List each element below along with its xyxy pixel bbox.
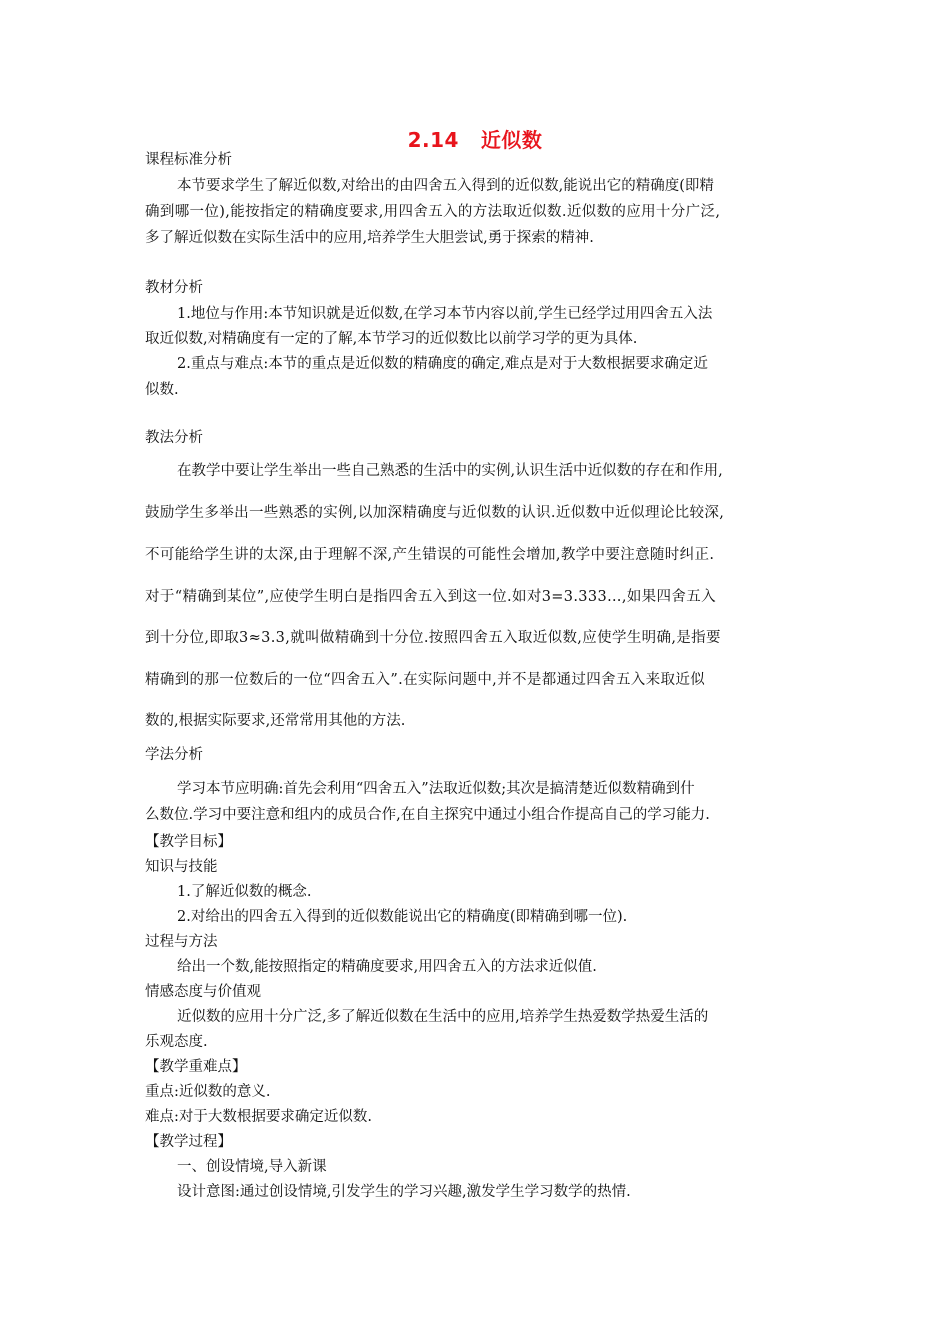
page-title xyxy=(0,124,950,153)
process-method-line: 给出一个数,能按照指定的精确度要求,用四舍五入的方法求近似值. xyxy=(177,959,597,975)
design-intent: 设计意图:通过创设情境,引发学生的学习兴趣,激发学生学习数学的热情. xyxy=(177,1184,631,1200)
teaching-method-heading: 教法分析 xyxy=(145,430,203,446)
knowledge-line: 2.对给出的四舍五入得到的近似数能说出它的精确度(即精确到哪一位). xyxy=(177,909,628,925)
learning-method-heading: 学法分析 xyxy=(145,747,203,763)
teaching-method-line: 不可能给学生讲的太深,由于理解不深,产生错误的可能性会增加,教学中要注意随时纠正. xyxy=(145,547,715,563)
learning-method-line: 么数位.学习中要注意和组内的成员合作,在自主探究中通过小组合作提高自己的学习能力. xyxy=(145,807,710,823)
title-text: 近似数 xyxy=(480,128,543,152)
process-method-heading: 过程与方法 xyxy=(145,934,218,950)
knowledge-line: 1.了解近似数的概念. xyxy=(177,884,312,900)
teaching-method-line: 鼓励学生多举出一些熟悉的实例,以加深精确度与近似数的认识.近似数中近似理论比较深, xyxy=(145,505,725,521)
key-point: 重点:近似数的意义. xyxy=(145,1084,271,1100)
teaching-method-line: 精确到的那一位数后的一位“四舍五入”.在实际问题中,并不是都通过四舍五入来取近似 xyxy=(145,672,706,688)
teaching-method-line: 对于“精确到某位”,应使学生明白是指四舍五入到这一位.如对3=3.333…,如果四舍五入 xyxy=(145,589,716,605)
goals-heading: 【教学目标】 xyxy=(145,834,232,850)
textbook-heading: 教材分析 xyxy=(145,280,203,296)
learning-method-line: 学习本节应明确:首先会利用“四舍五入”法取近似数;其次是搞清楚近似数精确到什 xyxy=(177,781,695,797)
curriculum-heading: 课程标准分析 xyxy=(145,152,232,168)
teaching-method-line: 在教学中要让学生举出一些自己熟悉的生活中的实例,认识生活中近似数的存在和作用, xyxy=(177,463,723,479)
attitude-heading: 情感态度与价值观 xyxy=(145,984,261,1000)
curriculum-line: 确到哪一位),能按指定的精确度要求,用四舍五入的方法取近似数.近似数的应用十分广泛, xyxy=(145,204,721,220)
teaching-method-line: 到十分位,即取3≈3.3,就叫做精确到十分位.按照四舍五入取近似数,应使学生明确,是指要 xyxy=(145,630,721,646)
key-points-heading: 【教学重难点】 xyxy=(145,1059,247,1075)
teaching-method-line: 数的,根据实际要求,还常常用其他的方法. xyxy=(145,713,406,729)
knowledge-heading: 知识与技能 xyxy=(145,859,218,875)
difficult-point: 难点:对于大数根据要求确定近似数. xyxy=(145,1109,372,1125)
process-heading: 【教学过程】 xyxy=(145,1134,232,1150)
curriculum-line: 本节要求学生了解近似数,对给出的由四舍五入得到的近似数,能说出它的精确度(即精 xyxy=(177,178,714,194)
section-number: 2.14 xyxy=(407,128,459,152)
process-step: 一、创设情境,导入新课 xyxy=(177,1159,327,1175)
textbook-line: 似数. xyxy=(145,382,179,398)
attitude-line: 乐观态度. xyxy=(145,1034,208,1050)
textbook-line: 取近似数,对精确度有一定的了解,本节学习的近似数比以前学习学的更为具体. xyxy=(145,331,638,347)
textbook-line: 1.地位与作用:本节知识就是近似数,在学习本节内容以前,学生已经学过用四舍五入法 xyxy=(177,306,713,322)
curriculum-line: 多了解近似数在实际生活中的应用,培养学生大胆尝试,勇于探索的精神. xyxy=(145,230,594,246)
textbook-line: 2.重点与难点:本节的重点是近似数的精确度的确定,难点是对于大数根据要求确定近 xyxy=(177,356,708,372)
attitude-line: 近似数的应用十分广泛,多了解近似数在生活中的应用,培养学生热爱数学热爱生活的 xyxy=(177,1009,709,1025)
